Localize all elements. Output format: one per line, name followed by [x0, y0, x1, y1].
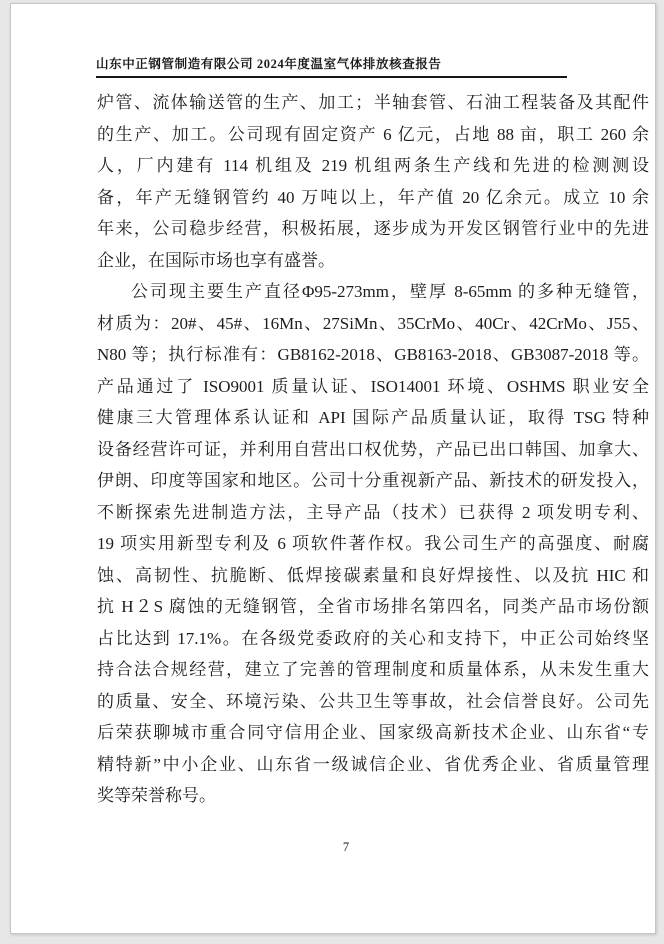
- text-line: 年来，公司稳步经营，积极拓展，逐步成为开发区钢管行业中的先进: [97, 219, 649, 238]
- text-line: 人，厂内建有 114 机组及 219 机组两条生产线和先进的检测测设: [97, 156, 649, 175]
- text-line: 备，年产无缝钢管约 40 万吨以上，年产值 20 亿余元。成立 10 余: [97, 187, 649, 207]
- text-line: 19 项实用新型专利及 6 项软件著作权。我公司生产的高强度、耐腐: [97, 534, 649, 553]
- page-body: [97, 87, 649, 812]
- page-number: 7: [342, 840, 350, 854]
- text-line: 奖等荣誉称号。: [97, 786, 216, 805]
- text-line: 设备经营许可证，并利用自营出口权优势，产品已出口韩国、加拿大、: [97, 439, 649, 459]
- text-line: 健康三大管理体系认证和 API 国际产品质量认证，取得 TSG 特种: [97, 408, 649, 427]
- text-line: 抗 H２S 腐蚀的无缝钢管，全省市场排名第四名，同类产品市场份额: [97, 597, 649, 616]
- header-title: 山东中正钢管制造有限公司 2024年度温室气体排放核查报告: [96, 57, 442, 71]
- text-line: 占比达到 17.1%。在各级党委政府的关心和支持下，中正公司始终坚: [97, 628, 649, 648]
- text-line: 持合法合规经营，建立了完善的管理制度和质量体系，从未发生重大: [97, 660, 649, 679]
- document-page: [10, 3, 656, 934]
- text-line: 产品通过了 ISO9001 质量认证、ISO14001 环境、OSHMS 职业安全: [97, 376, 649, 396]
- text-line: 精特新”中小企业、山东省一级诚信企业、省优秀企业、省质量管理: [97, 754, 649, 774]
- page-header: [96, 54, 567, 78]
- text-line: 炉管、流体输送管的生产、加工；半轴套管、石油工程装备及其配件: [97, 93, 649, 112]
- text-line: 后荣获聊城市重合同守信用企业、国家级高新技术企业、山东省“专: [97, 723, 649, 742]
- text-line: N80 等；执行标准有：GB8162-2018、GB8163-2018、GB3087-2018 等。: [97, 345, 649, 364]
- text-line: 不断探索先进制造方法，主导产品（技术）已获得 2 项发明专利、: [97, 502, 649, 522]
- text-line: 的生产、加工。公司现有固定资产 6 亿元，占地 88 亩，职工 260 余: [97, 124, 649, 144]
- text-line: 的质量、安全、环境污染、公共卫生等事故，社会信誉良好。公司先: [97, 691, 649, 711]
- text-line: 伊朗、印度等国家和地区。公司十分重视新产品、新技术的研发投入，: [97, 471, 649, 490]
- text-line: 公司现主要生产直径Φ95-273mm，壁厚 8-65mm 的多种无缝管，: [131, 282, 649, 301]
- text-line: 蚀、高韧性、抗脆断、低焊接碳素量和良好焊接性、以及抗 HIC 和: [97, 565, 649, 585]
- text-line: 企业，在国际市场也享有盛誉。: [97, 250, 335, 270]
- text-line: 材质为：20#、45#、16Mn、27SiMn、35CrMo、40Cr、42CrMo、J55、: [97, 313, 649, 333]
